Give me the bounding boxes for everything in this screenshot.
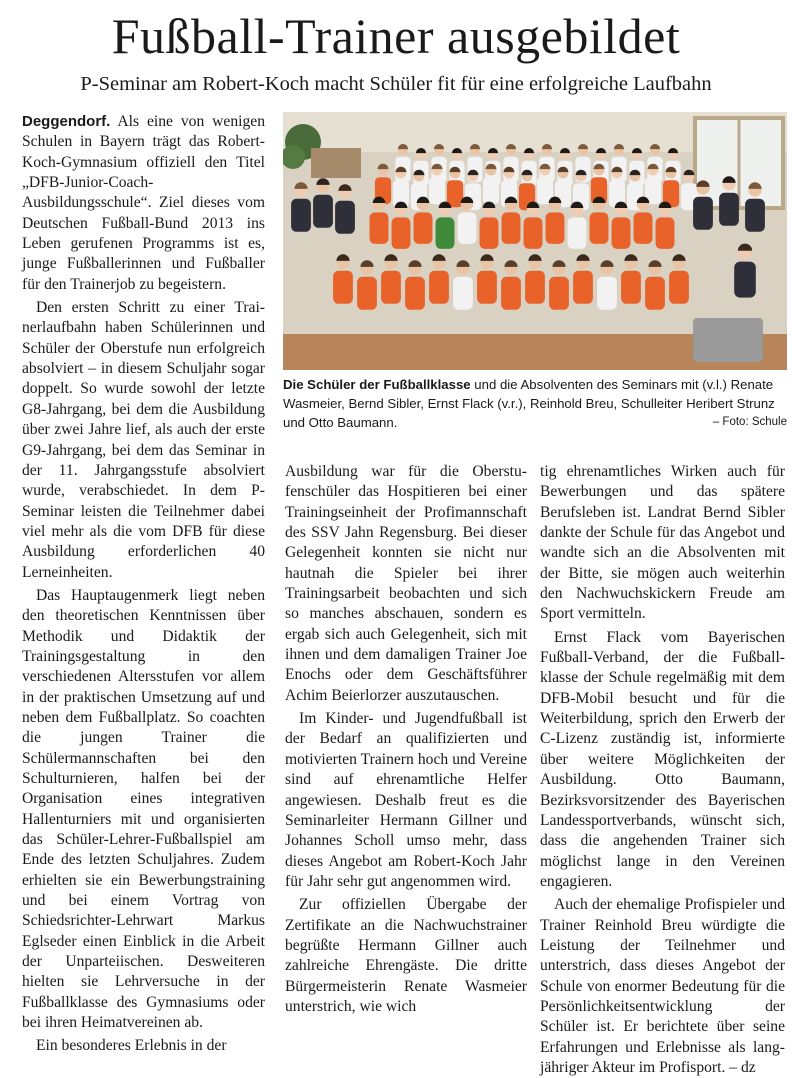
subheadline: P-Seminar am Robert-Koch macht Schüler fit für eine erfolgreiche Laufbahn xyxy=(80,73,712,95)
dateline: Deggendorf. xyxy=(22,113,111,130)
paragraph: Ausbildung war für die Oberstufenschüler das Hospitieren bei einer Trainingseinheit der Profimannschaft des SSV Jahn Regensburg. Bei dieser Gelegenheit konnten sie nicht nur hautnah die Spieler bei ihrer Trainingsarbeit beobachten und sich so manches abschauen, sondern es ergab sich auch Gelegenheit, sich mit ihnen und dem damaligen Trainer Joe Enochs oder dem Geschäftsführer Achim Beierlorzer auszutauschen. xyxy=(285,463,527,704)
paragraph: Ein besonderes Erlebnis in der xyxy=(36,1037,227,1055)
photo-caption xyxy=(283,375,787,432)
article-column-3 xyxy=(540,462,785,1078)
paragraph: Im Kinder- und Jugendfußball ist der Bedarf an qualifizierten und motivierten Trainern hoch und Vereine sind auf ehrenamtliche Helfer angewiesen. Deshalb freut es die Seminarleiter Hermann Gillner und Johannes Scholl umso mehr, dass dieses Angebot am Robert-Koch Jahr für Jahr sehr gut angenommen wird. xyxy=(285,710,527,890)
photo-credit: – Foto: Schule xyxy=(712,416,787,428)
headline: Fußball-Trainer ausgebildet xyxy=(111,8,681,64)
group-photo-illustration xyxy=(283,112,787,370)
paragraph: Auch der ehemalige Profispieler und Trainer Reinhold Breu würdigte die Leistung der Teilnehmer und unterstrich, dass dieses Angebot der Schule von enormer Bedeutung für die Persönlichkeitsentwicklung der Schüler ist. Er berichtete über seine Erfahrungen und Erlebnisse als langjähriger Akteur im Profisport. – dz xyxy=(540,896,785,1076)
paragraph: Das Hauptaugenmerk liegt neben den theoretischen Kenntnissen über Methodik und Didaktik der Trainingsgestaltung in den verschiedenen Altersstufen vor allem in der praktischen Umsetzung auf und neben dem Fußballplatz. So coachten die jungen Trainer die Schülermannschaften bei den Schulturnieren, halfen bei der Organisation eines integrativen Hallenturniers mit und organisierten das Schüler-Lehrer-Fußballspiel am Ende des letzten Schuljahres. Zudem erhielten sie ein Bewerbungstraining und bei einem Vortrag von Schiedsrichter-Lehrwart Markus Eglseder einen Einblick in die Arbeit der Unparteiischen. Desweiteren hielten sie Lehrversuche in der Fußballklasse des Gymnasiums oder bei ihren Heimatvereinen ab. xyxy=(22,586,265,1032)
group-photo xyxy=(283,112,787,370)
paragraph-text: Als eine von wenigen Schulen in Bayern trägt das Robert-Koch-Gymnasium offiziell den Titel „DFB-Junior-Coach-Ausbildungsschule“. Ziel dieses vom Deutschen Fußball-Bund 2013 ins Leben gerufenen Programms ist es, junge Fußballerinnen und Fußballer für den Trainerjob zu begeistern. xyxy=(22,113,265,293)
caption-lead: Die Schüler der Fußballklasse xyxy=(283,377,471,392)
paragraph: tig ehrenamtliches Wirken auch für Bewerbungen und das spätere Berufsleben ist. Landrat Bernd Sibler dankte der Schule für das Angebot und wandte sich an die Absolventen mit der Bitte, sie mögen auch weiterhin den Nachwuchskickern Freude am Sport vermitteln. xyxy=(540,463,785,623)
paragraph xyxy=(22,112,265,295)
paragraph: Ernst Flack vom Bayerischen Fußball-Verband, der die Fußballklasse der Schule regelmäßig mit dem DFB-Mobil besucht und für die Weiterbildung, sprich den Erwerb der C-Lizenz zuständig ist, informierte über weitere Möglichkeiten der Ausbildung. Otto Baumann, Bezirksvorsitzender des Bayerischen Landessportverbands, wünscht sich, dass die angehenden Trainer sich möglichst lange in den Vereinen engagieren. xyxy=(540,628,785,890)
article-column-1 xyxy=(22,112,265,1057)
caption-text: und die Absolventen des Seminars mit (v.l.) Renate Wasmeier, Bernd Sibler, Ernst Flack (v.r.), Reinhold Breu, Schulleiter Heribert Strunz und Otto Baumann. xyxy=(283,377,775,430)
paragraph: Zur offiziellen Übergabe der Zertifikate an die Nachwuchstrainer begrüßte Hermann Gillner auch zahlreiche Ehrengäste. Die dritte Bürgermeisterin Renate Wasmeier unterstrich, wie wich xyxy=(285,896,527,1015)
paragraph: Den ersten Schritt zu einer Trainerlaufbahn haben Schülerinnen und Schüler der Oberstufe nun erfolgreich absolviert – in diesem Schuljahr sogar doppelt. So wurde sowohl der letzte G8-Jahrgang, bei dem die Ausbildung über zwei Jahre lief, als auch der erste G9-Jahrgang, bei dem das Seminar in der 11. Jahrgangsstufe absolviert wurde, verabschiedet. In dem P-Seminar leisten die Teilnehmer dabei viel mehr als die vom DFB für diese Ausbildung erforderlichen 40 Lerneinheiten. xyxy=(22,299,265,581)
article-column-2 xyxy=(285,462,527,1017)
